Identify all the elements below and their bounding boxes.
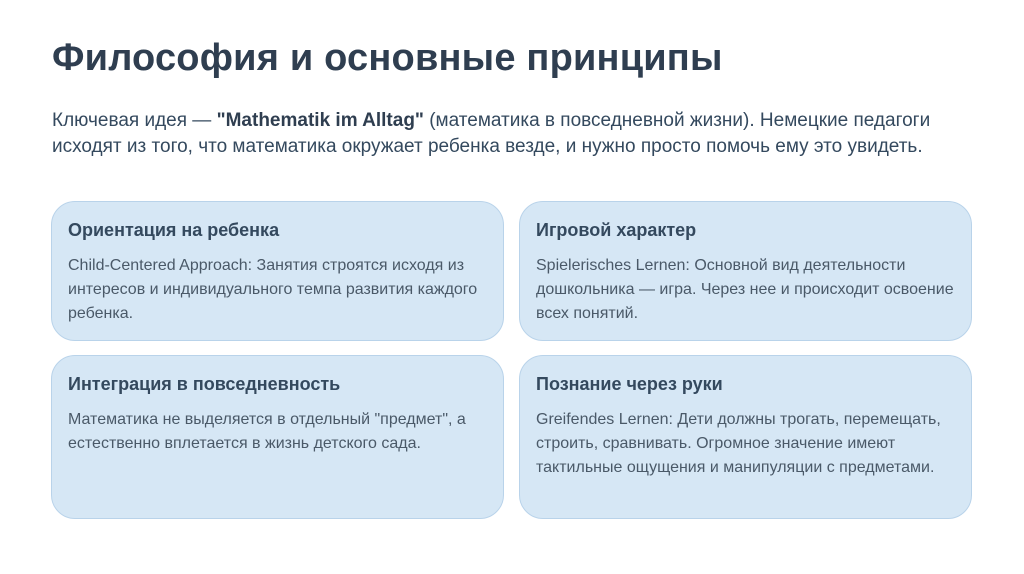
intro-prefix: Ключевая идея — <box>52 110 217 131</box>
card-body: Child-Centered Approach: Занятия строятся исходя из интересов и индивидуального темпа развития каждого ребенка. <box>68 257 478 322</box>
intro-suffix: (математика в повседневной жизни). Немецкие педагоги исходят из того, что математика окружает ребенка везде, и нужно просто помочь ему это увидеть. <box>52 110 931 157</box>
card-title: Игровой характер <box>536 220 697 240</box>
card-body: Greifendes Lernen: Дети должны трогать, перемещать, строить, сравнивать. Огромное значение имеют тактильные ощущения и манипуляции с предметами. <box>536 411 941 476</box>
principle-card-hands-on <box>519 355 972 519</box>
card-body: Математика не выделяется в отдельный "предмет", а естественно вплетается в жизнь детского сада. <box>68 411 466 452</box>
intro-highlight: "Mathematik im Alltag" <box>216 110 424 131</box>
slide-title: Философия и основные принципы <box>52 37 723 79</box>
card-title: Ориентация на ребенка <box>68 220 280 240</box>
principle-card-child-orientation <box>51 201 504 341</box>
intro-paragraph <box>52 108 972 160</box>
card-title: Интеграция в повседневность <box>68 374 341 394</box>
principle-card-play <box>519 201 972 341</box>
card-title: Познание через руки <box>536 374 723 394</box>
card-body: Spielerisches Lernen: Основной вид деятельности дошкольника — игра. Через нее и происходит освоение всех понятий. <box>536 257 954 322</box>
principle-card-everyday-integration <box>51 355 504 519</box>
